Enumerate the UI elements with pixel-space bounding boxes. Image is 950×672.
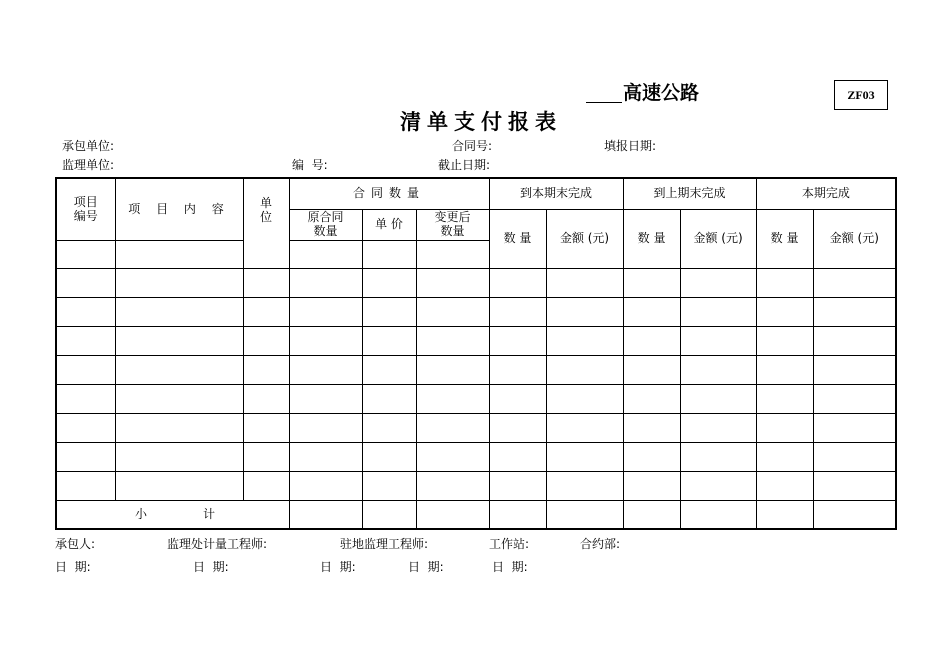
table-cell[interactable]	[243, 356, 289, 385]
col-unit: 单 位	[243, 178, 289, 269]
table-cell	[489, 501, 546, 530]
date-label-2: 日 期:	[193, 560, 229, 574]
table-cell[interactable]	[813, 356, 896, 385]
table-cell[interactable]	[115, 356, 243, 385]
table-cell[interactable]	[56, 298, 115, 327]
sub-amount-this-end: 金额 (元)	[546, 210, 623, 269]
table-cell[interactable]	[489, 298, 546, 327]
table-row	[56, 414, 896, 443]
table-cell[interactable]	[623, 443, 680, 472]
table-cell[interactable]	[756, 327, 813, 356]
table-cell[interactable]	[623, 356, 680, 385]
contract-no-label: 合同号:	[452, 139, 493, 153]
table-cell	[416, 241, 489, 269]
table-cell[interactable]	[416, 414, 489, 443]
contractor-unit-label: 承包单位:	[62, 139, 115, 153]
table-cell[interactable]	[546, 327, 623, 356]
table-cell	[546, 501, 623, 530]
table-cell[interactable]	[623, 327, 680, 356]
table-cell[interactable]	[756, 269, 813, 298]
road-title	[586, 84, 699, 103]
sub-qty-this-end: 数 量	[489, 210, 546, 269]
table-cell[interactable]	[362, 385, 416, 414]
table-cell[interactable]	[362, 298, 416, 327]
table-cell[interactable]	[416, 385, 489, 414]
table-cell[interactable]	[813, 269, 896, 298]
date-label-5: 日 期:	[492, 560, 528, 574]
table-cell[interactable]	[756, 472, 813, 501]
table-cell[interactable]	[115, 472, 243, 501]
table-cell[interactable]	[489, 414, 546, 443]
table-cell[interactable]	[546, 356, 623, 385]
table-cell[interactable]	[416, 327, 489, 356]
form-code-box	[834, 80, 888, 110]
table-cell[interactable]	[813, 327, 896, 356]
work-station-label: 工作站:	[489, 537, 530, 551]
table-cell[interactable]	[115, 269, 243, 298]
table-cell[interactable]	[289, 327, 362, 356]
table-cell[interactable]	[362, 414, 416, 443]
date-label-1: 日 期:	[55, 560, 91, 574]
table-cell[interactable]	[362, 269, 416, 298]
table-cell[interactable]	[623, 472, 680, 501]
header-row-1	[56, 178, 896, 210]
metering-engineer-label: 监理处计量工程师:	[167, 537, 268, 551]
table-cell[interactable]	[489, 356, 546, 385]
table-cell[interactable]	[680, 385, 756, 414]
table-cell[interactable]	[243, 327, 289, 356]
table-cell	[115, 241, 243, 269]
subtotal-label	[56, 501, 289, 530]
table-cell[interactable]	[813, 472, 896, 501]
road-title-suffix: 高速公路	[623, 82, 700, 104]
table-row	[56, 443, 896, 472]
table-cell[interactable]	[289, 443, 362, 472]
table-cell[interactable]	[289, 356, 362, 385]
sub-amount-this-period: 金额 (元)	[813, 210, 896, 269]
table-cell[interactable]	[56, 414, 115, 443]
sub-unit-price: 单 价	[362, 210, 416, 241]
road-name-blank	[586, 86, 622, 103]
table-cell	[756, 501, 813, 530]
table-cell[interactable]	[546, 414, 623, 443]
subtotal-label-b: 计	[203, 506, 216, 521]
table-cell[interactable]	[756, 356, 813, 385]
table-cell	[289, 501, 362, 530]
table-cell[interactable]	[115, 385, 243, 414]
table-cell[interactable]	[115, 298, 243, 327]
table-cell[interactable]	[115, 327, 243, 356]
table-cell[interactable]	[56, 356, 115, 385]
table-cell[interactable]	[243, 298, 289, 327]
table-cell[interactable]	[546, 269, 623, 298]
table-cell[interactable]	[680, 443, 756, 472]
table-cell	[680, 501, 756, 530]
table-cell[interactable]	[489, 269, 546, 298]
group-end-this-period: 到本期末完成	[489, 178, 623, 210]
table-cell[interactable]	[56, 472, 115, 501]
table-cell[interactable]	[289, 414, 362, 443]
table-cell[interactable]	[243, 414, 289, 443]
table-cell	[289, 241, 362, 269]
table-cell[interactable]	[680, 298, 756, 327]
table-cell[interactable]	[623, 414, 680, 443]
table-cell[interactable]	[756, 443, 813, 472]
table-cell[interactable]	[362, 327, 416, 356]
table-cell[interactable]	[546, 472, 623, 501]
table-cell[interactable]	[680, 472, 756, 501]
table-cell[interactable]	[489, 385, 546, 414]
table-cell	[623, 501, 680, 530]
table-cell[interactable]	[56, 385, 115, 414]
table-cell[interactable]	[243, 269, 289, 298]
cutoff-date-label: 截止日期:	[438, 158, 491, 172]
table-cell[interactable]	[546, 385, 623, 414]
table-cell[interactable]	[680, 356, 756, 385]
table-row	[56, 298, 896, 327]
table-cell	[813, 501, 896, 530]
table-cell[interactable]	[680, 414, 756, 443]
table-cell[interactable]	[813, 298, 896, 327]
table-cell	[56, 241, 115, 269]
table-cell[interactable]	[56, 327, 115, 356]
contractor-sign-label: 承包人:	[55, 537, 96, 551]
form-code: ZF03	[847, 87, 875, 102]
table-cell[interactable]	[756, 385, 813, 414]
sub-changed-qty: 变更后 数量	[416, 210, 489, 241]
table-cell[interactable]	[416, 472, 489, 501]
table-cell[interactable]	[362, 472, 416, 501]
table-cell[interactable]	[489, 327, 546, 356]
table-cell[interactable]	[756, 298, 813, 327]
sub-amount-last-end: 金额 (元)	[680, 210, 756, 269]
table-cell[interactable]	[115, 443, 243, 472]
supervision-unit-label: 监理单位:	[62, 158, 115, 172]
group-end-last-period: 到上期末完成	[623, 178, 756, 210]
date-label-4: 日 期:	[408, 560, 444, 574]
group-this-period: 本期完成	[756, 178, 896, 210]
table-row	[56, 269, 896, 298]
col-item-content: 项 目 内 容	[115, 178, 243, 241]
table-cell[interactable]	[289, 385, 362, 414]
table-cell	[416, 501, 489, 530]
table-cell[interactable]	[623, 385, 680, 414]
serial-no-label: 编 号:	[292, 158, 328, 172]
table-cell[interactable]	[56, 269, 115, 298]
table-cell[interactable]	[546, 298, 623, 327]
sub-original-qty: 原合同 数量	[289, 210, 362, 241]
table-cell	[362, 241, 416, 269]
table-cell[interactable]	[416, 443, 489, 472]
table-cell[interactable]	[489, 443, 546, 472]
table-cell[interactable]	[243, 385, 289, 414]
subtotal-label-a: 小	[135, 506, 148, 521]
table-cell[interactable]	[362, 356, 416, 385]
table-cell[interactable]	[680, 269, 756, 298]
table-cell[interactable]	[362, 443, 416, 472]
resident-engineer-label: 驻地监理工程师:	[340, 537, 429, 551]
sub-qty-this-period: 数 量	[756, 210, 813, 269]
table-cell[interactable]	[243, 472, 289, 501]
table-cell[interactable]	[813, 385, 896, 414]
table-row	[56, 356, 896, 385]
table-row	[56, 472, 896, 501]
subtotal-row	[56, 501, 896, 530]
sub-qty-last-end: 数 量	[623, 210, 680, 269]
page-title: 清单支付报表	[400, 109, 562, 134]
table-cell[interactable]	[489, 472, 546, 501]
table-cell[interactable]	[623, 298, 680, 327]
table-row	[56, 385, 896, 414]
table-cell[interactable]	[416, 298, 489, 327]
report-date-label: 填报日期:	[604, 139, 657, 153]
table-cell[interactable]	[289, 472, 362, 501]
table-cell[interactable]	[289, 269, 362, 298]
table-cell[interactable]	[813, 443, 896, 472]
payment-table	[55, 177, 897, 530]
table-row	[56, 327, 896, 356]
table-cell[interactable]	[289, 298, 362, 327]
group-contract-qty: 合同数量	[289, 178, 489, 210]
table-cell[interactable]	[56, 443, 115, 472]
table-cell[interactable]	[623, 269, 680, 298]
table-cell[interactable]	[243, 443, 289, 472]
table-cell[interactable]	[756, 414, 813, 443]
table-cell[interactable]	[115, 414, 243, 443]
table-cell	[362, 501, 416, 530]
table-cell[interactable]	[813, 414, 896, 443]
table-cell[interactable]	[546, 443, 623, 472]
col-item-no: 项目 编号	[56, 178, 115, 241]
date-label-3: 日 期:	[320, 560, 356, 574]
table-cell[interactable]	[416, 356, 489, 385]
table-cell[interactable]	[416, 269, 489, 298]
contract-dept-label: 合约部:	[580, 537, 621, 551]
table-cell[interactable]	[680, 327, 756, 356]
